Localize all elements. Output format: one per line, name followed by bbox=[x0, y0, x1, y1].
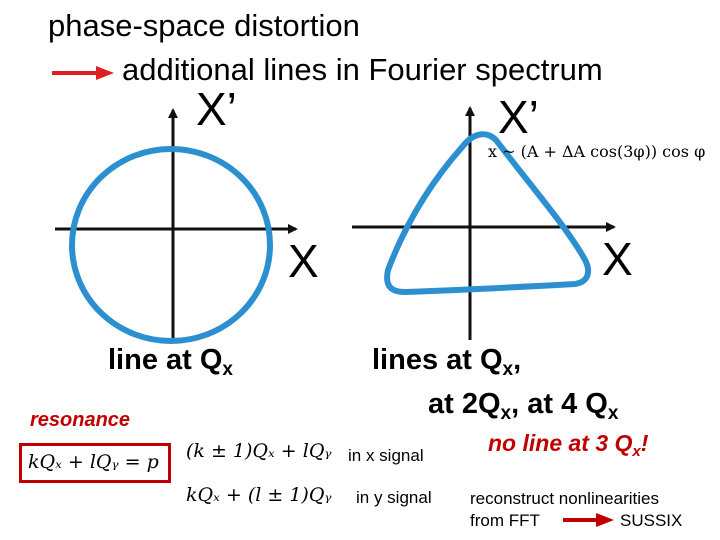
fft-to-sussix-arrow-icon bbox=[563, 513, 614, 527]
reconstruct-from-fft: from FFT bbox=[470, 511, 540, 530]
reconstruct-sussix: SUSSIX bbox=[620, 511, 683, 530]
resonance-label: resonance bbox=[30, 409, 131, 431]
y-signal-formula: kQₓ + (l ± 1)Qᵧ bbox=[186, 484, 332, 506]
left-line-label: line at $Q_x$ bbox=[108, 344, 233, 380]
left-x-axis-label: X bbox=[288, 235, 319, 287]
x-signal-label: in x signal bbox=[348, 446, 424, 465]
right-y-axis-label: X’ bbox=[498, 91, 539, 143]
reconstruct-line-1: reconstruct nonlinearities bbox=[470, 489, 659, 508]
right-line-label-2: at $2Q_x$, at 4 $Q_x$ bbox=[428, 388, 619, 424]
title-line-2: additional lines in Fourier spectrum bbox=[122, 52, 603, 87]
right-x-axis-label: X bbox=[602, 233, 633, 285]
no-line-note: no line at 3 $Q_x$! bbox=[488, 430, 649, 460]
phase-space-circle bbox=[72, 149, 270, 341]
right-line-label-1: lines at $Q_x$, bbox=[372, 344, 522, 380]
title-arrow-icon bbox=[52, 66, 114, 80]
y-signal-label: in y signal bbox=[356, 488, 432, 507]
resonance-formula: kQₓ + lQᵧ = p bbox=[28, 451, 159, 473]
distortion-formula: x ~ (A + ΔA cos(3φ)) cos φ bbox=[488, 142, 706, 161]
x-signal-formula: (k ± 1)Qₓ + lQᵧ bbox=[186, 440, 332, 462]
title-line-1: phase-space distortion bbox=[48, 8, 360, 43]
left-y-axis-label: X’ bbox=[196, 83, 237, 135]
